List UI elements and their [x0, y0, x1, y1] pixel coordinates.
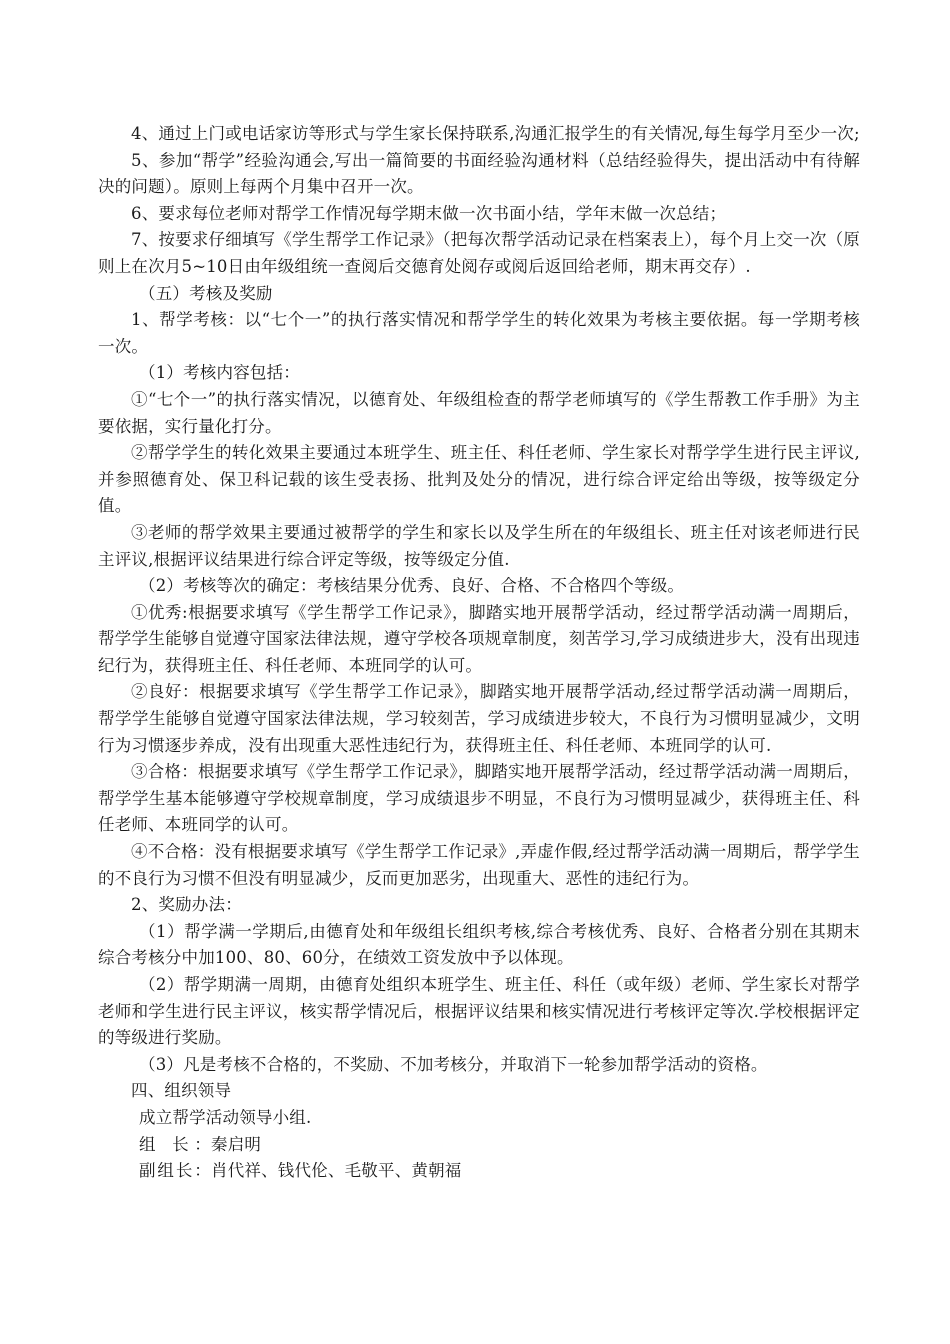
section-heading-assessment: （五）考核及奖励 [139, 283, 273, 303]
deputy-label: 副组长： [139, 1161, 211, 1181]
paragraph-assessment-basis: 1、帮学考核：以“七个一”的执行落实情况和帮学学生的转化效果为考核主要依据。每一学期考核一次。 [98, 310, 860, 356]
paragraph-level-good: ②良好：根据要求填写《学生帮学工作记录》，脚踏实地开展帮学活动,经过帮学活动满一周期后，帮学学生能够自觉遵守国家法律法规，学习较刻苦，学习成绩进步较大，不良行为习惯明显减少，文明行为习惯逐步养成，没有出现重大恶性违纪行为，获得班主任、科任老师、本班同学的认可. [98, 682, 860, 755]
paragraph-content-2: ②帮学学生的转化效果主要通过本班学生、班主任、科任老师、学生家长对帮学学生进行民主评议,并参照德育处、保卫科记载的该生受表扬、批判及处分的情况，进行综合评定给出等级，按等级定分值。 [98, 443, 860, 516]
section-heading-leadership: 四、组织领导 [131, 1081, 232, 1101]
paragraph-content-1: ①“七个一”的执行落实情况，以德育处、年级组检查的帮学老师填写的《学生帮教工作手册》为主要依据，实行量化打分。 [98, 389, 860, 436]
paragraph-level-excellent: ①优秀:根据要求填写《学生帮学工作记录》，脚踏实地开展帮学活动，经过帮学活动满一周期后，帮学学生能够自觉遵守国家法律法规，遵守学校各项规章制度，刻苦学习,学习成绩进步大，没有出现违纪行为，获得班主任、科任老师、本班同学的认可。 [98, 602, 860, 675]
document-page [98, 121, 860, 1185]
subheading-reward-methods: 2、奖励办法： [131, 895, 242, 915]
paragraph-item-6: 6、要求每位老师对帮学工作情况每学期末做一次书面小结，学年末做一次总结； [131, 203, 727, 223]
subheading-assessment-content: （1）考核内容包括： [139, 363, 300, 383]
paragraph-leadership-group: 成立帮学活动领导小组. [139, 1107, 312, 1127]
paragraph-item-5: 5、参加“帮学”经验沟通会,写出一篇简要的书面经验沟通材料（总结经验得失，提出活动中有待解决的问题）。原则上每两个月集中召开一次。 [98, 150, 860, 197]
leader-row [98, 1132, 860, 1159]
paragraph-item-7: 7、按要求仔细填写《学生帮学工作记录》（把每次帮学活动记录在档案表上），每个月上交一次（原则上在次月5~10日由年级组统一查阅后交德育处阅存或阅后返回给老师，期末再交存）. [98, 230, 860, 276]
paragraph-item-4: 4、通过上门或电话家访等形式与学生家长保持联系,沟通汇报学生的有关情况,每生每学月至少一次; [131, 124, 860, 143]
paragraph-reward-3: （3）凡是考核不合格的，不奖励、不加考核分，并取消下一轮参加帮学活动的资格。 [139, 1054, 768, 1074]
leader-label: 组 长： [139, 1134, 211, 1154]
paragraph-reward-2: （2）帮学期满一周期，由德育处组织本班学生、班主任、科任（或年级）老师、学生家长对帮学老师和学生进行民主评议，核实帮学情况后，根据评议结果和核实情况进行考核评定等次.学校根据评定的等级进行奖励。 [98, 975, 860, 1048]
deputy-row [98, 1158, 860, 1185]
deputy-names: 肖代祥、钱代伦、毛敬平、黄朝福 [211, 1161, 462, 1181]
paragraph-level-pass: ③合格：根据要求填写《学生帮学工作记录》，脚踏实地开展帮学活动，经过帮学活动满一周期后，帮学学生基本能够遵守学校规章制度，学习成绩退步不明显，不良行为习惯明显减少，获得班主任、科任老师、本班同学的认可。 [98, 762, 860, 835]
paragraph-reward-1: （1）帮学满一学期后,由德育处和年级组长组织考核,综合考核优秀、良好、合格者分别在其期末综合考核分中加100、80、60分，在绩效工资发放中予以体现。 [98, 921, 860, 968]
paragraph-level-fail: ④不合格：没有根据要求填写《学生帮学工作记录》,弄虚作假,经过帮学活动满一周期后，帮学学生的不良行为习惯不但没有明显减少，反而更加恶劣，出现重大、恶性的违纪行为。 [98, 842, 860, 888]
leader-name: 秦启明 [211, 1134, 262, 1154]
subheading-assessment-levels: （2）考核等次的确定：考核结果分优秀、良好、合格、不合格四个等级。 [139, 576, 685, 596]
paragraph-content-3: ③老师的帮学效果主要通过被帮学的学生和家长以及学生所在的年级组长、班主任对该老师进行民主评议,根据评议结果进行综合评定等级，按等级定分值. [98, 522, 860, 569]
